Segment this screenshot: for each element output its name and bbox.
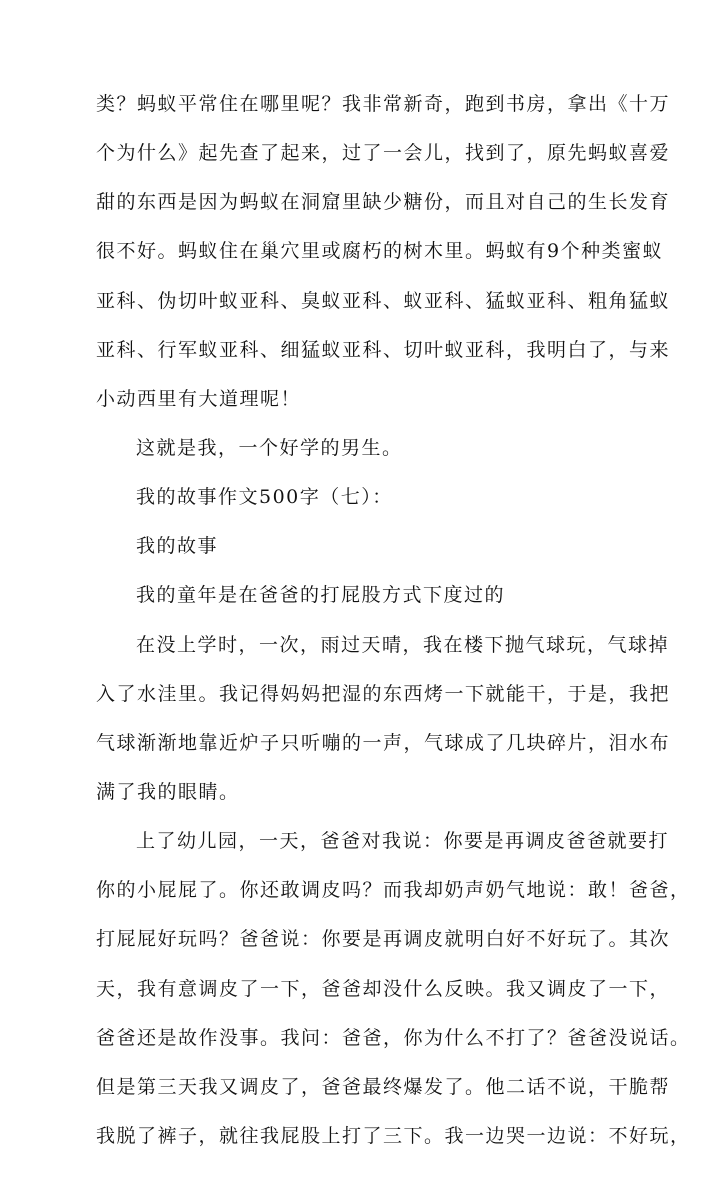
text-line: 天，我有意调皮了一下，爸爸却没什么反映。我又调皮了一下， bbox=[96, 978, 671, 1000]
text-line: 很不好。蚂蚁住在巢穴里或腐朽的树木里。蚂蚁有9个种类蜜蚁 bbox=[96, 240, 664, 262]
text-line: 爸爸还是故作没事。我问：爸爸，你为什么不打了？爸爸没说话。 bbox=[96, 1027, 691, 1049]
text-line: 亚科、伪切叶蚁亚科、臭蚁亚科、蚁亚科、猛蚁亚科、粗角猛蚁 bbox=[96, 290, 671, 312]
text-line: 入了水洼里。我记得妈妈把湿的东西烤一下就能干，于是，我把 bbox=[96, 683, 671, 705]
paragraph-line: 在没上学时，一次，雨过天晴，我在楼下抛气球玩，气球掉 bbox=[136, 634, 670, 656]
text-line: 甜的东西是因为蚂蚁在洞窟里缺少糖份，而且对自己的生长发育 bbox=[96, 191, 671, 213]
text-line: 类？蚂蚁平常住在哪里呢？我非常新奇，跑到书房，拿出《十万 bbox=[96, 93, 671, 115]
text-line: 我脱了裤子，就往我屁股上打了三下。我一边哭一边说：不好玩， bbox=[96, 1125, 691, 1147]
text-line: 你的小屁屁了。你还敢调皮吗？而我却奶声奶气地说：敢！爸爸， bbox=[96, 879, 691, 901]
paragraph-line: 上了幼儿园，一天，爸爸对我说：你要是再调皮爸爸就要打 bbox=[136, 830, 670, 852]
text-line: 小动西里有大道理呢！ bbox=[96, 388, 302, 410]
text-line: 个为什么》起先查了起来，过了一会儿，找到了，原先蚂蚁喜爱 bbox=[96, 142, 671, 164]
paragraph-line: 这就是我，一个好学的男生。 bbox=[136, 437, 403, 459]
text-line: 满了我的眼睛。 bbox=[96, 781, 240, 803]
text-line: 亚科、行军蚁亚科、细猛蚁亚科、切叶蚁亚科，我明白了，与来 bbox=[96, 339, 671, 361]
section-heading: 我的故事作文500字（七）： bbox=[136, 486, 393, 508]
text-line: 打屁屁好玩吗？爸爸说：你要是再调皮就明白好不好玩了。其次 bbox=[96, 928, 671, 950]
story-title: 我的故事 bbox=[136, 535, 219, 557]
text-line: 气球渐渐地靠近炉子只听嘣的一声，气球成了几块碎片，泪水布 bbox=[96, 732, 671, 754]
text-line: 但是第三天我又调皮了，爸爸最终爆发了。他二话不说，干脆帮 bbox=[96, 1076, 671, 1098]
paragraph-line: 我的童年是在爸爸的打屁股方式下度过的 bbox=[136, 584, 506, 606]
